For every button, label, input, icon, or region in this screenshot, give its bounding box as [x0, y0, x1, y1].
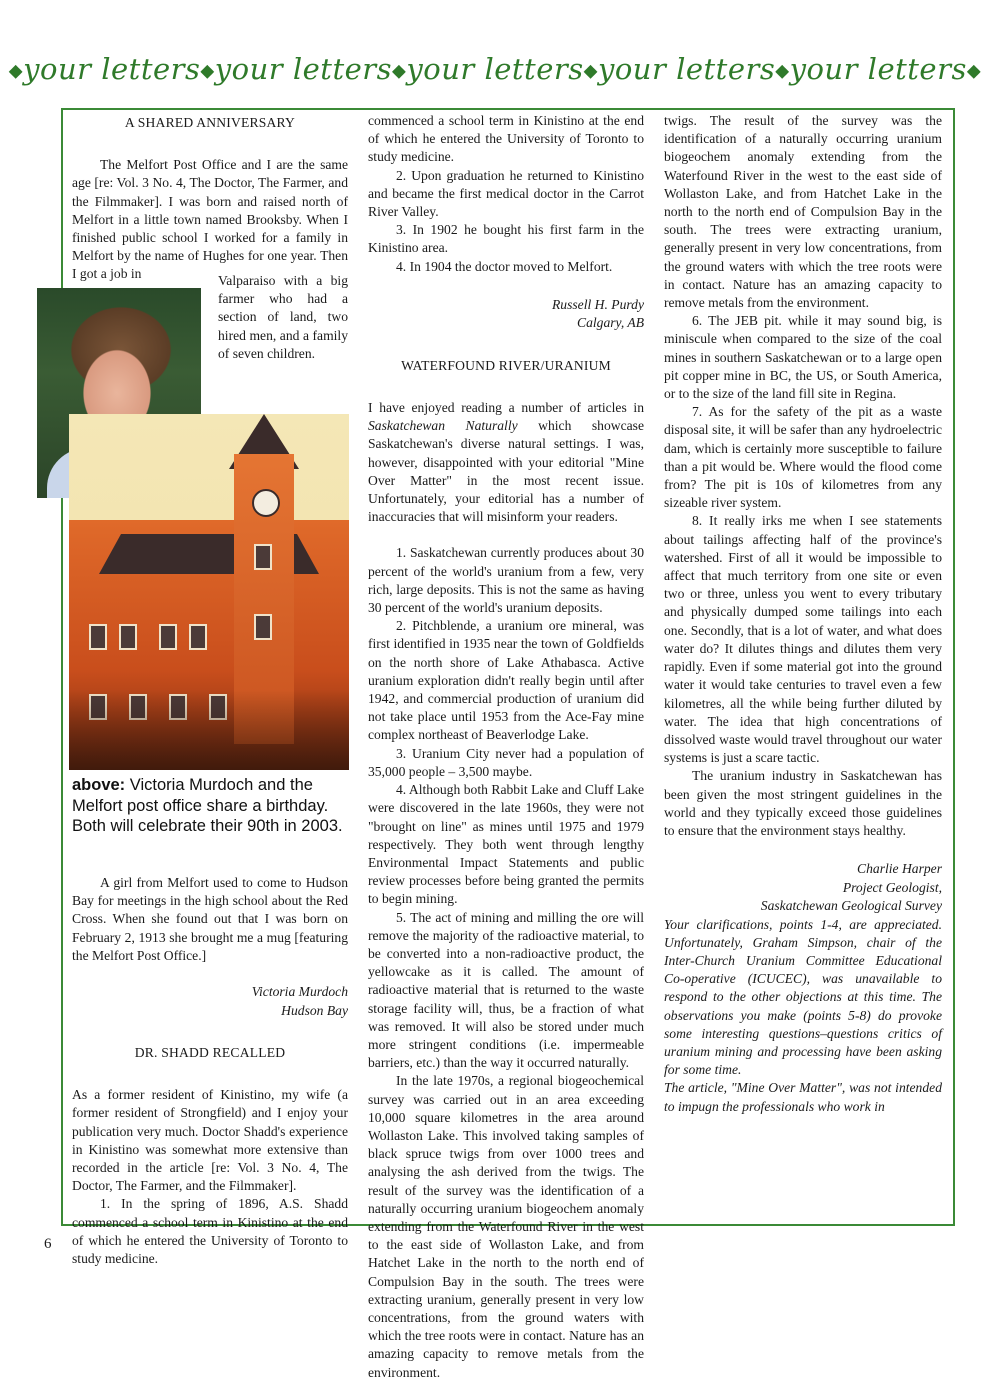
- column-3: [664, 112, 942, 1116]
- letter-paragraph: 5. The act of mining and milling the ore will remove the majority of the radioactive material, to be converted into a non-radioactive product, the yellowcake as it is called. The amount of radioactive material that is returned to the waste storage facility will, thus, be a fraction of what was removed. It will also be stored under much more stringent conditions (i.e. impermeable barriers, etc.) than the way it occurred naturally.: [368, 909, 644, 1071]
- signature: [664, 860, 942, 916]
- signature: [72, 983, 348, 1020]
- signature-name: Victoria Murdoch: [251, 984, 348, 1000]
- banner-text: your letters: [23, 52, 201, 86]
- letter-paragraph: A girl from Melfort used to come to Hudson Bay for meetings in the high school about the Red Cross. When she found out that I was born on February 2, 1913 she brought me a mug [featuring the Melfort Post Office.]: [72, 875, 348, 963]
- letter-paragraph: 3. In 1902 he bought his first farm in the Kinistino area.: [368, 222, 644, 256]
- page-number: 6: [44, 1236, 52, 1252]
- letter-heading: WATERFOUND RIVER/URANIUM: [401, 357, 611, 373]
- letter-paragraph-continued: commenced a school term in Kinistino at the end of which he entered the University of Toronto to study medicine.: [368, 113, 644, 165]
- signature-place: Calgary, AB: [577, 315, 644, 331]
- banner-text: your letters: [214, 52, 393, 86]
- banner-text: your letters: [406, 52, 584, 86]
- letter-paragraph: 7. As for the safety of the pit as a waste disposal site, it will be safer than any hydroelectric dam, which is certainly more susceptible to failure than a pit would be. Where would the flood come from? The pit is 10s of kilometres from any sizeable river system.: [664, 404, 942, 511]
- letter-paragraph: As a former resident of Kinistino, my wife (a former resident of Strongfield) and I enjoy your publication very much. Doctor Shadd's experience in Kinistino was somewhat more extensive than recorded in the article [re: Vol. 3 No. 4, The Doctor, The Farmer, and the Filmmaker].: [72, 1087, 348, 1194]
- column-1: [72, 112, 348, 284]
- letter-paragraph: 3. Uranium City never had a population of 35,000 people – 3,500 maybe.: [368, 745, 644, 779]
- letter-paragraph: 2. Pitchblende, a uranium ore mineral, was first identified in 1935 near the town of Goldfields on the north shore of Lake Athabasca. Active uranium exploration didn't really begin until after 1942, and commercial production of uranium did not take place until 1953 from the Ace-Fay mine complex northeast of Beaverlodge Lake.: [368, 618, 644, 743]
- letter-paragraph: In the late 1970s, a regional biogeochemical survey was carried out in an area exceeding 10,000 square kilometres in the area around Wollaston Lake. This involved taking samples of black spruce twigs from over 1000 trees and analysing the ash derived from the twigs. The result of the survey was the identification of a naturally occurring uranium biogeochem anomaly extending from the Waterfound River in the west to the east side of Wollaston Lake, and from Hatchet Lake in the north to the north end of Compulsion Bay in the south. The trees were extracting uranium, generally present in very low concentrations, from the ground waters with which the tree roots were in contact. Nature has an amazing capacity to remove metals from the environment.: [368, 1073, 644, 1380]
- diamond-icon: ◆: [966, 60, 982, 82]
- letter-paragraph-continued: twigs. The result of the survey was the identification of a naturally occurring uranium biogeochem anomaly extending from the Waterfound River in the west to the east side of Wollaston Lake, and from Hatchet Lake in the north to the north end of Compulsion Bay in the south. The trees were extracting uranium, generally present in very low concentrations, from the ground waters with which the tree roots were in contact. Nature has an amazing capacity to remove metals from the environment.: [664, 113, 942, 311]
- letter-paragraph: The Melfort Post Office and I are the same age [re: Vol. 3 No. 4, The Doctor, The Farmer, and the Filmmaker]. I was born and raised north of Melfort in a little town named Brooksby. When I finished public school I worked for a family in Melfort by the name of Hughes for one year. Then I got a job in: [72, 157, 348, 282]
- column-1-lower: [72, 874, 348, 1268]
- signature-name: Russell H. Purdy: [552, 296, 644, 312]
- magazine-title: Saskatchewan Naturally: [368, 418, 518, 434]
- diamond-icon: ◆: [8, 60, 24, 82]
- signature: [368, 296, 644, 333]
- letter-heading: DR. SHADD RECALLED: [134, 1045, 286, 1061]
- letter-paragraph: 1. In the spring of 1896, A.S. Shadd commenced a school term in Kinistino at the end of which he entered the University of Toronto to study medicine.: [72, 1196, 348, 1267]
- letter-paragraph: 6. The JEB pit. while it may sound big, is miniscule when compared to the size of the coal mines in southern Saskatchewan or to a large open pit copper mine in BC, the US, or South America, or to the size of the land fill site in Regina.: [664, 313, 942, 402]
- post-office-photo: [69, 414, 349, 770]
- banner-text: your letters: [597, 52, 776, 86]
- banner-text: your letters: [789, 52, 967, 86]
- editor-reply: Your clarifications, points 1-4, are appreciated. Unfortunately, Graham Simpson, chair of the Inter-Church Uranium Committee Educational Co-operative (ICUCEC), was unavailable to respond to the other objections at this time. The observations you make (points 5-8) do provoke some interesting questions–questions critics of uranium mining and processing have been asking for some time.: [664, 916, 942, 1078]
- intro-text: I have enjoyed reading a number of articles in: [368, 400, 644, 416]
- letter-paragraph: The uranium industry in Saskatchewan has been given the most stringent guidelines in the world and they typically exceed those guidelines to ensure that the environment stays healthy.: [664, 768, 942, 838]
- letter-paragraph: 4. In 1904 the doctor moved to Melfort.: [396, 258, 613, 274]
- column-2: [368, 112, 644, 1380]
- diamond-icon: ◆: [583, 60, 598, 82]
- letter-heading: A SHARED ANNIVERSARY: [124, 115, 296, 130]
- signature-title: Project Geologist,: [842, 879, 942, 895]
- letter-paragraph: 2. Upon graduation he returned to Kinistino and became the first medical doctor in the Carrot River Valley.: [368, 167, 644, 220]
- letter-paragraph: [368, 399, 644, 526]
- signature-place: Hudson Bay: [281, 1002, 348, 1018]
- diamond-icon: ◆: [775, 60, 790, 82]
- signature-name: Charlie Harper: [857, 861, 942, 877]
- photo-caption: [72, 775, 352, 837]
- diamond-icon: ◆: [200, 60, 215, 82]
- caption-text: Victoria Murdoch and the Melfort post office share a birthday. Both will celebrate their 90th in 2003.: [72, 776, 343, 835]
- section-banner: [0, 52, 990, 86]
- diamond-icon: ◆: [392, 60, 407, 82]
- intro-text: which showcase Saskatchewan's diverse natural settings. I was, however, disappointed with your editorial "Mine Over Matter" in the most recent issue. Unfortunately, your editorial has a number of inaccuracies that will misinform your readers.: [368, 418, 644, 525]
- caption-lead: above:: [72, 776, 126, 794]
- letter-paragraph: 1. Saskatchewan currently produces about 30 percent of the world's uranium from a few, very rich, large deposits. This is not the same as having 30 percent of the world's uranium deposits.: [368, 545, 644, 616]
- letter-paragraph: 8. It really irks me when I see statements about tailings affecting half of the province's watershed. First of all it would be impossible to affect that much territory from one site or even two or three, unless you went to every tributary and physically dumped some tailings into each one. Secondly, that is a lot of water, and what does water do? It dilutes things and dilutes them very rapidly. Even if some material got into the ground water it would take centuries to travel even a few kilometres, all the while being further diluted by water. The idea that high concentrations of dissolved waste would travel throughout our water systems is just a scare tactic.: [664, 513, 942, 766]
- letter-paragraph-wrap: Valparaiso with a big farmer who had a section of land, two hired men, and a family of seven children.: [218, 273, 348, 361]
- editor-reply: The article, "Mine Over Matter", was not intended to impugn the professionals who work in: [664, 1080, 942, 1114]
- signature-org: Saskatchewan Geological Survey: [760, 898, 942, 914]
- letter-paragraph: 4. Although both Rabbit Lake and Cluff Lake were discovered in the late 1960s, they were not "brought on line" as mines until 1975 and 1979 respectively. They both went through lengthy Environmental Impact Statements and public review processes before being granted the permits to begin mining.: [368, 782, 644, 907]
